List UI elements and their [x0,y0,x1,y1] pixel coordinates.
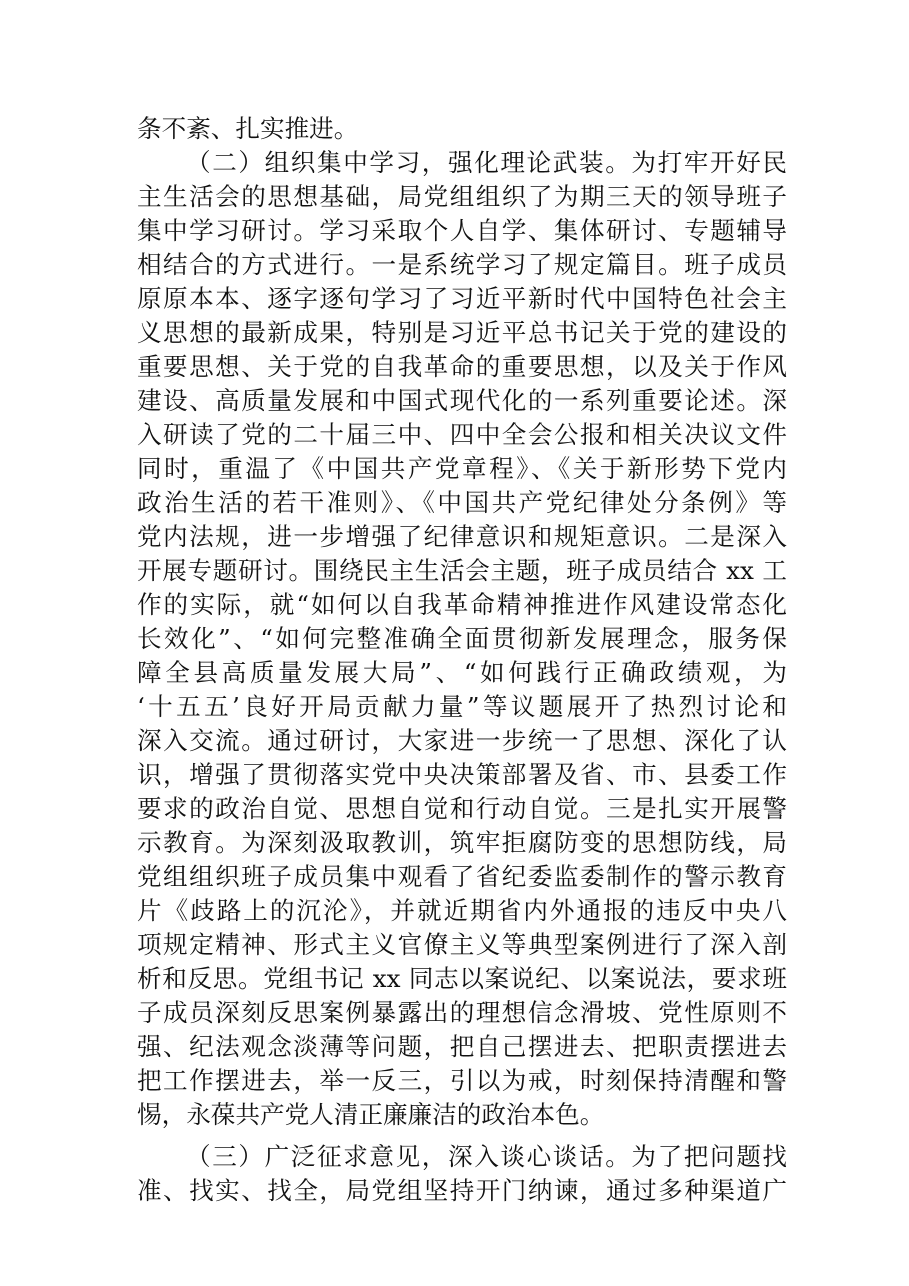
text-line: 开展专题研讨。围绕民主生活会主题，班子成员结合 xx 工 [137,556,787,585]
text-line: 条不紊、扎实推进。 [137,114,359,143]
text-line: 示教育。为深刻汲取教训，筑牢拒腐防变的思想防线，局 [137,828,787,857]
text-line: 主生活会的思想基础，局党组组织了为期三天的领导班子 [137,182,787,211]
text-line: 强、纪法观念淡薄等问题，把自己摆进去、把职责摆进去 [137,1032,787,1061]
text-line: 要求的政治自觉、思想自觉和行动自觉。三是扎实开展警 [137,794,787,823]
text-line: 重要思想、关于党的自我革命的重要思想，以及关于作风 [137,352,787,381]
text-line: 片《歧路上的沉沦》，并就近期省内外通报的违反中央八 [137,896,787,925]
text-line: 子成员深刻反思案例暴露出的理想信念滑坡、党性原则不 [137,998,787,1027]
text-line: 障全县高质量发展大局”、“如何践行正确政绩观，为 [137,658,787,687]
text-line: 政治生活的若干准则》、《中国共产党纪律处分条例》等 [137,488,787,517]
text-line: 党内法规，进一步增强了纪律意识和规矩意识。二是深入 [137,522,787,551]
paragraph-first-line: （三）广泛征求意见，深入谈心谈话。为了把问题找 [186,1142,787,1171]
paragraph-last-line: 惕，永葆共产党人清正廉廉洁的政治本色。 [137,1100,605,1129]
text-line: 作的实际，就“如何以自我革命精神推进作风建设常态化 [137,590,787,619]
text-line: 长效化”、“如何完整准确全面贯彻新发展理念，服务保 [137,624,787,653]
text-line: 入研读了党的二十届三中、四中全会公报和相关决议文件 [137,420,787,449]
text-line: 相结合的方式进行。一是系统学习了规定篇目。班子成员 [137,250,787,279]
text-line: ‘十五五’良好开局贡献力量”等议题展开了热烈讨论和 [137,692,787,721]
text-line: 建设、高质量发展和中国式现代化的一系列重要论述。深 [137,386,787,415]
text-line: 把工作摆进去，举一反三，引以为戒，时刻保持清醒和警 [137,1066,787,1095]
document-body [137,112,787,1208]
text-line: 析和反思。党组书记 xx 同志以案说纪、以案说法，要求班 [137,964,787,993]
text-line: 项规定精神、形式主义官僚主义等典型案例进行了深入剖 [137,930,787,959]
text-line: 集中学习研讨。学习采取个人自学、集体研讨、专题辅导 [137,216,787,245]
text-line: 准、找实、找全，局党组坚持开门纳谏，通过多种渠道广 [137,1176,787,1205]
text-line: 党组组织班子成员集中观看了省纪委监委制作的警示教育 [137,862,787,891]
paragraph-first-line: （二）组织集中学习，强化理论武装。为打牢开好民 [186,148,787,177]
text-line: 深入交流。通过研讨，大家进一步统一了思想、深化了认 [137,726,787,755]
text-line: 同时，重温了《中国共产党章程》、《关于新形势下党内 [137,454,787,483]
text-line: 义思想的最新成果，特别是习近平总书记关于党的建设的 [137,318,787,347]
text-line: 识，增强了贯彻落实党中央决策部署及省、市、县委工作 [137,760,787,789]
text-line: 原原本本、逐字逐句学习了习近平新时代中国特色社会主 [137,284,787,313]
